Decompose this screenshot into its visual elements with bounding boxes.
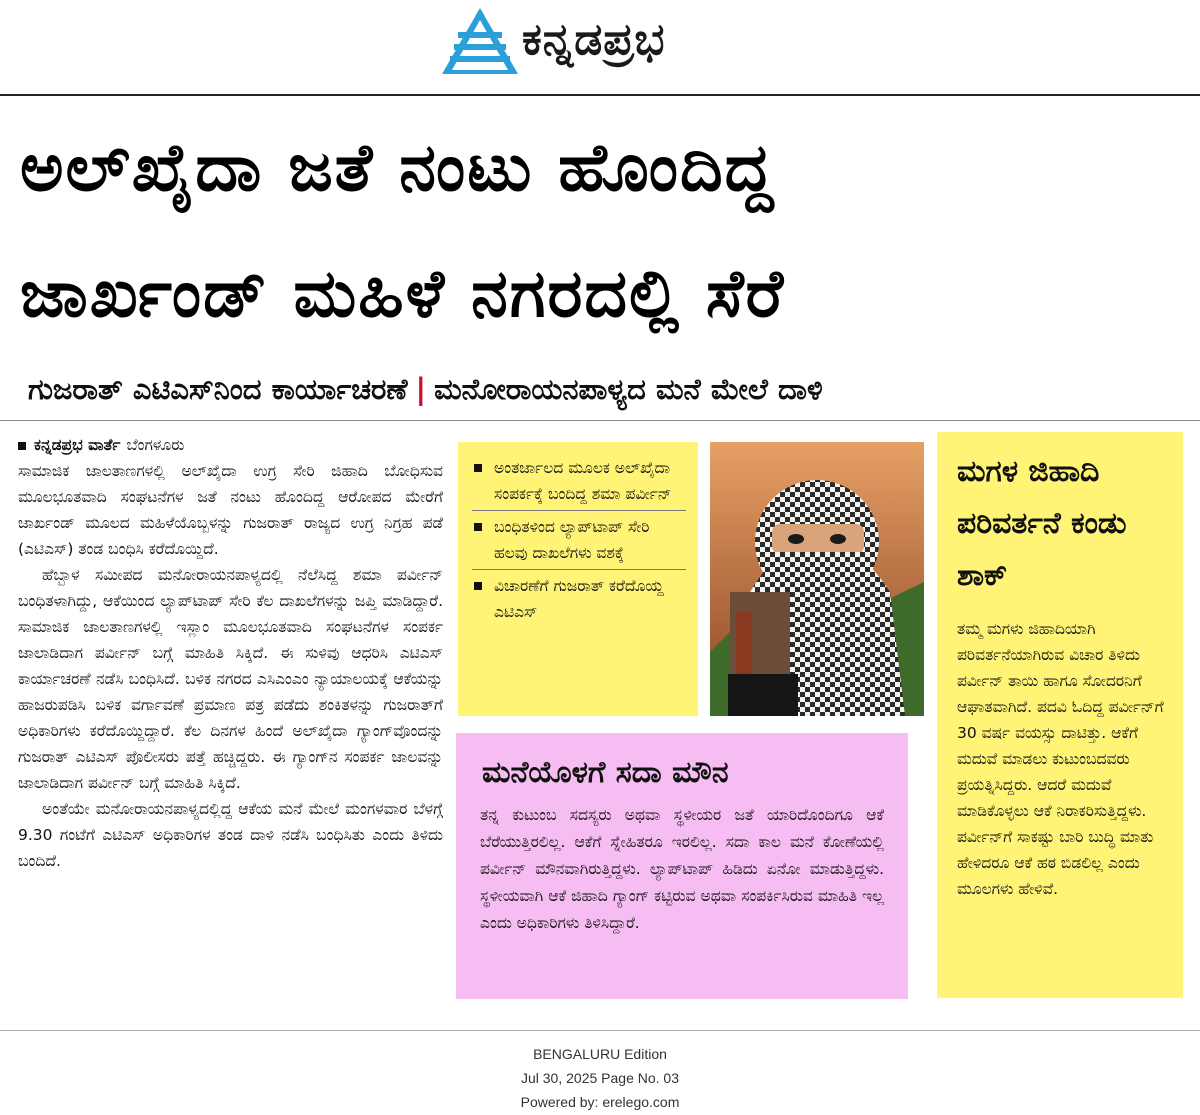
masthead-rule [0,94,1200,96]
side-story-box [937,432,1183,998]
story-paragraph: ಅಂತೆಯೇ ಮನೋರಾಯನಪಾಳ್ಯದಲ್ಲಿದ್ದ ಆಕೆಯ ಮನೆ ಮೇಲೆ ಮಂಗಳವಾರ ಬೆಳಗ್ಗೆ 9.30 ಗಂಟೆಗೆ ಎಟಿಎಸ್ ಅಧಿಕಾರಿಗಳ ತಂಡ ದಾಳಿ ನಡೆಸಿ ಬಂಧಿಸಿತು ಎಂದು ತಿಳಿದು ಬಂದಿದೆ. [18,800,443,870]
bullet-icon [474,464,482,472]
masthead-title: ಕನ್ನಡಪ್ರಭ [522,14,666,65]
kannadaprabha-logo-icon [440,6,520,76]
bullet-icon [18,442,26,450]
bullet-icon [474,582,482,590]
byline-location: ಬೆಂಗಳೂರು [126,436,185,454]
highlight-item: ಬಂಧಿತಳಿಂದ ಲ್ಯಾಪ್‌ಟಾಪ್ ಸೇರಿ ಹಲವು ದಾಖಲೆಗಳು ವಶಕ್ಕೆ [472,515,686,570]
footer-rule [0,1030,1200,1031]
side-story-body: ತಮ್ಮ ಮಗಳು ಜಿಹಾದಿಯಾಗಿ ಪರಿವರ್ತನೆಯಾಗಿರುವ ವಿಚಾರ ತಿಳಿದು ಪರ್ವೀನ್ ತಾಯಿ ಹಾಗೂ ಸೋದರನಿಗೆ ಆಘಾತವಾಗಿದೆ. ಪದವಿ ಓದಿದ್ದ ಪರ್ವೀನ್‌ಗೆ 30 ವರ್ಷ ವಯಸ್ಸು ದಾಟಿತ್ತು. ಆಕೆಗೆ ಮದುವೆ ಮಾಡಲು ಕುಟುಂಬದವರು ಪ್ರಯತ್ನಿಸಿದ್ದರು. ಆದರೆ ಮದುವೆ ಮಾಡಿಕೊಳ್ಳಲು ಆಕೆ ನಿರಾಕರಿಸುತ್ತಿದ್ದಳು. ಪರ್ವೀನ್‌ಗೆ ಸಾಕಷ್ಟು ಬಾರಿ ಬುದ್ಧಿ ಮಾತು ಹೇಳಿದರೂ ಆಕೆ ಹಠ ಬಿಡಲಿಲ್ಲ ಎಂದು ಮೂಲಗಳು ಹೇಳಿವೆ. [957,620,1164,898]
footer-edition: BENGALURU Edition [533,1046,667,1062]
story-paragraph: ಸಾಮಾಜಿಕ ಜಾಲತಾಣಗಳಲ್ಲಿ ಅಲ್‌ಖೈದಾ ಉಗ್ರ ಸೇರಿ ಜಿಹಾದಿ ಬೋಧಿಸುವ ಮೂಲಭೂತವಾದಿ ಸಂಘಟನೆಗಳ ಜತೆ ನಂಟು ಹೊಂದಿದ್ದ ಆರೋಪದ ಮೇರೆಗೆ ಜಾರ್ಖಂಡ್ ಮೂಲದ ಮಹಿಳೆಯೊಬ್ಬಳನ್ನು ಗುಜರಾತ್ ರಾಜ್ಯದ ಉಗ್ರ ನಿಗ್ರಹ ಪಡೆ (ಎಟಿಎಸ್) ತಂಡ ಬಂಧಿಸಿ ಕರೆದೊಯ್ದಿದೆ. [18,462,443,558]
silence-box-body: ತನ್ನ ಕುಟುಂಬ ಸದಸ್ಯರು ಅಥವಾ ಸ್ಥಳೀಯರ ಜತೆ ಯಾರಿದೊಂದಿಗೂ ಆಕೆ ಬೆರೆಯುತ್ತಿರಲಿಲ್ಲ. ಆಕೆಗೆ ಸ್ನೇಹಿತರೂ ಇರಲಿಲ್ಲ. ಸದಾ ಕಾಲ ಮನೆ ಕೋಣೆಯಲ್ಲಿ ಪರ್ವೀನ್ ಮೌನವಾಗಿರುತ್ತಿದ್ದಳು. ಲ್ಯಾಪ್‌ಟಾಪ್ ಹಿಡಿದು ಏನೋ ಮಾಡುತ್ತಿದ್ದಳು. ಸ್ಥಳೀಯವಾಗಿ ಆಕೆ ಜಿಹಾದಿ ಗ್ಯಾಂಗ್ ಕಟ್ಟಿರುವ ಅಥವಾ ಸಂಪರ್ಕಿಸಿರುವ ಮಾಹಿತಿ ಇಲ್ಲ ಎಂದು ಅಧಿಕಾರಿಗಳು ತಿಳಿಸಿದ್ದಾರೆ. [480,806,884,932]
highlight-item: ವಿಚಾರಣೆಗೆ ಗುಜರಾತ್ ಕರೆದೊಯ್ದ ಎಟಿಎಸ್ [472,574,686,628]
byline [18,432,443,458]
side-story-title: ಮಗಳ ಜಿಹಾದಿ ಪರಿವರ್ತನೆ ಕಂಡು ಶಾಕ್ [957,454,1127,593]
main-story [18,432,443,874]
subhead-left: ಗುಜರಾತ್‌ ಎಟಿಎಸ್‌ನಿಂದ ಕಾರ್ಯಾಚರಣೆ [28,372,408,406]
masked-man-illustration [710,442,924,716]
masked-man-photo [710,442,924,716]
subhead-right: ಮನೋರಾಯನಪಾಳ್ಯದ ಮನೆ ಮೇಲೆ ದಾಳಿ [434,372,823,406]
footer-date-page: Jul 30, 2025 Page No. 03 [520,1070,679,1086]
subheadline [28,372,1188,420]
footer-powered-by[interactable]: Powered by: erelego.com [520,1094,680,1110]
headline-line-2: ಜಾರ್ಖಂಡ್‌ ಮಹಿಳೆ ನಗರದಲ್ಲಿ ಸೆರೆ [20,255,786,332]
highlight-item: ಅಂತರ್ಜಾಲದ ಮೂಲಕ ಅಲ್‌ಖೈದಾ ಸಂಪರ್ಕಕ್ಕೆ ಬಂದಿದ್ದ ಶಮಾ ಪರ್ವೀನ್ [472,456,686,511]
masthead [0,0,1200,92]
silence-box-title: ಮನೆಯೊಳಗೆ ಸದಾ ಮೌನ [482,755,729,790]
silence-box [456,733,908,999]
subhead-separator: | [415,372,427,406]
subhead-rule [0,420,1200,421]
headline-line-1: ಅಲ್‌ಖೈದಾ ಜತೆ ನಂಟು ಹೊಂದಿದ್ದ [20,129,776,206]
bullet-icon [474,523,482,531]
story-paragraph: ಹೆಬ್ಬಾಳ ಸಮೀಪದ ಮನೋರಾಯನಪಾಳ್ಯದಲ್ಲಿ ನೆಲೆಸಿದ್ದ ಶಮಾ ಪರ್ವೀನ್ ಬಂಧಿತಳಾಗಿದ್ದು, ಆಕೆಯಿಂದ ಲ್ಯಾಪ್‌ಟಾಪ್ ಸೇರಿ ಕೆಲ ದಾಖಲೆಗಳನ್ನು ಜಪ್ತಿ ಮಾಡಿದ್ದಾರೆ. ಸಾಮಾಜಿಕ ಜಾಲತಾಣಗಳಲ್ಲಿ ಇಸ್ಲಾಂ ಮೂಲಭೂತವಾದಿ ಸಂಘಟನೆಗಳ ಸಂಪರ್ಕ ಜಾಲಾಡಿದಾಗ ಪರ್ವೀನ್ ಬಗ್ಗೆ ಮಾಹಿತಿ ಸಿಕ್ಕಿದೆ. ಈ ಸುಳಿವು ಆಧರಿಸಿ ಎಟಿಎಸ್ ಕಾರ್ಯಾಚರಣೆ ನಡೆಸಿ ಬಂಧಿಸಿದೆ. ಬಳಿಕ ನಗರದ ಎಸಿಎಂಎಂ ನ್ಯಾಯಾಲಯಕ್ಕೆ ಆಕೆಯನ್ನು ಹಾಜರುಪಡಿಸಿ ಬಳಿಕ ವರ್ಗಾವಣೆ ಪ್ರಮಾಣ ಪತ್ರ ಪಡೆದು ಶಂಕಿತಳನ್ನು ಗುಜರಾತ್‌ಗೆ ಅಧಿಕಾರಿಗಳು ಕರೆದೊಯ್ದಿದ್ದಾರೆ. ಕೆಲ ದಿನಗಳ ಹಿಂದೆ ಅಲ್‌ಖೈದಾ ಗ್ಯಾಂಗ್‌ವೊಂದನ್ನು ಗುಜರಾತ್ ಎಟಿಎಸ್ ಪೊಲೀಸರು ಪತ್ತೆ ಹಚ್ಚಿದ್ದರು. ಈ ಗ್ಯಾಂಗ್‌ನ ಸಂಪರ್ಕ ಜಾಲವನ್ನು ಜಾಲಾಡಿದಾಗ ಪರ್ವೀನ್ ಬಗ್ಗೆ ಮಾಹಿತಿ ಸಿಕ್ಕಿದೆ. [18,566,443,792]
byline-source: ಕನ್ನಡಪ್ರಭ ವಾರ್ತೆ [34,436,121,454]
highlights-box [458,442,698,716]
